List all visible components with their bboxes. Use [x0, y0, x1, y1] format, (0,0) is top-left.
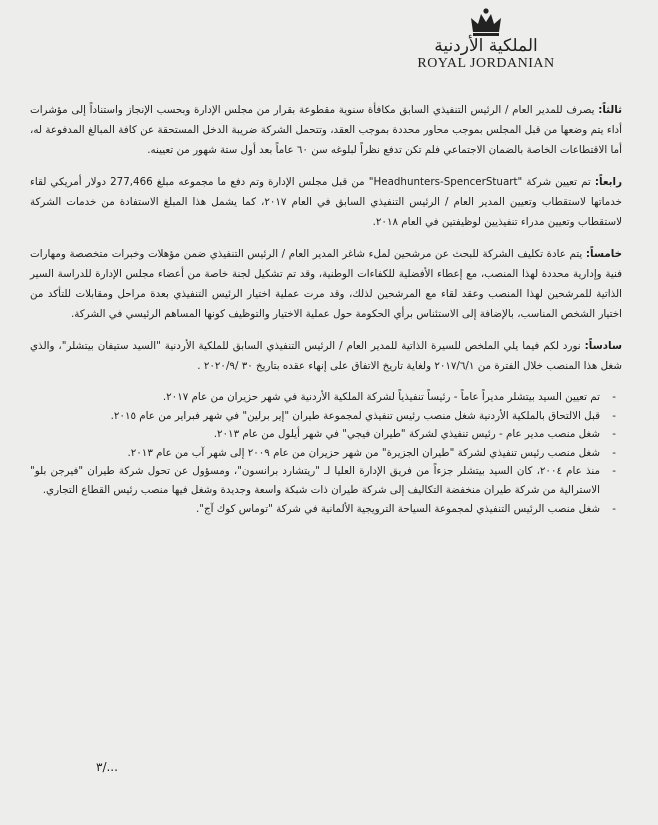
paragraph-text: نورد لكم فيما يلي الملخص للسيرة الذاتية للمدير العام / الرئيس التنفيذي السابق للملكية الأردنية "السيد ستيفان بيتشلر"، والذي شغل هذا المنصب خلال الفترة من ٢٠١٧/٦/١ ولغاية تاريخ الاتفاق على إنهاء عقده بتاريخ ٣٠ /٢٠٢٠/٩ . [30, 340, 622, 372]
list-item: - شغل منصب رئيس تنفيذي لشركة "طيران الجزيرة" من شهر حزيران من عام ٢٠٠٩ إلى شهر آب من عام ٢٠١٣. [30, 444, 600, 463]
paragraph-sixth [30, 336, 622, 376]
list-item: - تم تعيين السيد بيتشلر مديراً عاماً - رئيساً تنفيذياً لشركة الملكية الأردنية في شهر حزيران من عام ٢٠١٧. [30, 388, 600, 407]
royal-jordanian-logo [406, 8, 566, 98]
list-item: - شغل منصب الرئيس التنفيذي لمجموعة السياحة الترويجية الألمانية في شركة "توماس كوك آج". [30, 500, 600, 519]
paragraph-lead: رابعاً: [594, 176, 622, 188]
paragraph-lead: ثالثاً: [598, 104, 622, 116]
paragraph-fifth [30, 244, 622, 324]
logo-english-text: ROYAL JORDANIAN [417, 56, 555, 71]
career-summary-list [30, 388, 622, 518]
crown-icon [469, 8, 503, 38]
list-item: - منذ عام ٢٠٠٤، كان السيد بيتشلر جزءاً من فريق الإدارة العليا لـ "ريتشارد برانسون"، ومسؤول عن تحول شركة طيران "فيرجن بلو" الاسترالية من شركة طيران منخفضة التكاليف إلى شركة طيران ذات شبكة واسعة وجديدة وشغل فيها منصب رئيس القطاع التجاري. [30, 462, 600, 499]
paragraph-fourth [30, 172, 622, 232]
list-item: - شغل منصب مدير عام - رئيس تنفيذي لشركة "طيران فيجي" في شهر أيلول من عام ٢٠١٣. [30, 425, 600, 444]
page-number: ٣/... [96, 760, 118, 774]
list-item: - قبل الالتحاق بالملكية الأردنية شغل منصب رئيس تنفيذي لمجموعة طيران "إير برلين" في شهر فبراير من عام ٢٠١٥. [30, 407, 600, 426]
paragraph-text: يصرف للمدير العام / الرئيس التنفيذي السابق مكافأة سنوية مقطوعة بقرار من مجلس الإدارة وبحسب الإنجاز واستناداً إلى مؤشرات أداء يتم وضعها من قبل المجلس بموجب محاور محددة بموجب العقد، وتتحمل الشركة ضريبة الدخل المستحقة عن كافة المبالغ المدفوعة له، أما الاقتطاعات الخاصة بالضمان الاجتماعي فلم تكن تدفع نظراً لبلوغه سن ٦٠ عاماً بعد أول ستة شهور من تعيينه. [30, 104, 622, 156]
letter-body [30, 100, 622, 518]
logo-arabic-text: الملكية الأردنية [434, 36, 538, 56]
paragraph-third [30, 100, 622, 160]
paragraph-text: تم تعيين شركة "Headhunters-SpencerStuart" من قبل مجلس الإدارة وتم دفع ما مجموعه مبلغ 277,466 دولار أمريكي لقاء خدماتها لاستقطاب وتعيين المدير العام / الرئيس التنفيذي السابق في العام ٢٠١٧، كما يشمل هذا المبلغ الاستفادة من خدمات الشركة لاستقطاب وتعيين مدراء تنفيذيين لوظيفتين في العام ٢٠١٨. [30, 176, 623, 228]
paragraph-text: يتم عادة تكليف الشركة للبحث عن مرشحين لملء شاغر المدير العام / الرئيس التنفيذي ضمن مؤهلات وخبرات متخصصة ومهارات فنية وإدارية محددة لهذا المنصب، مع إعطاء الأفضلية للكفاءات الوطنية، وقد تم تشكيل لجنة خاصة من أعضاء مجلس الإدارة للدراسة السير الذاتية للمرشحين لهذا المنصب وعقد لقاء مع المرشحين لذلك، وقد مرت عملية اختيار الرئيس التنفيذي بعدة مراحل ومقابلات للتأكد من اختيار الشخص المناسب، بالإضافة إلى الاستئناس برأي الحكومة حول عملية الاختيار والتوظيف كونها المساهم الرئيسي في الشركة. [30, 248, 622, 320]
paragraph-lead: سادساً: [584, 340, 622, 352]
paragraph-lead: خامساً: [585, 248, 622, 260]
